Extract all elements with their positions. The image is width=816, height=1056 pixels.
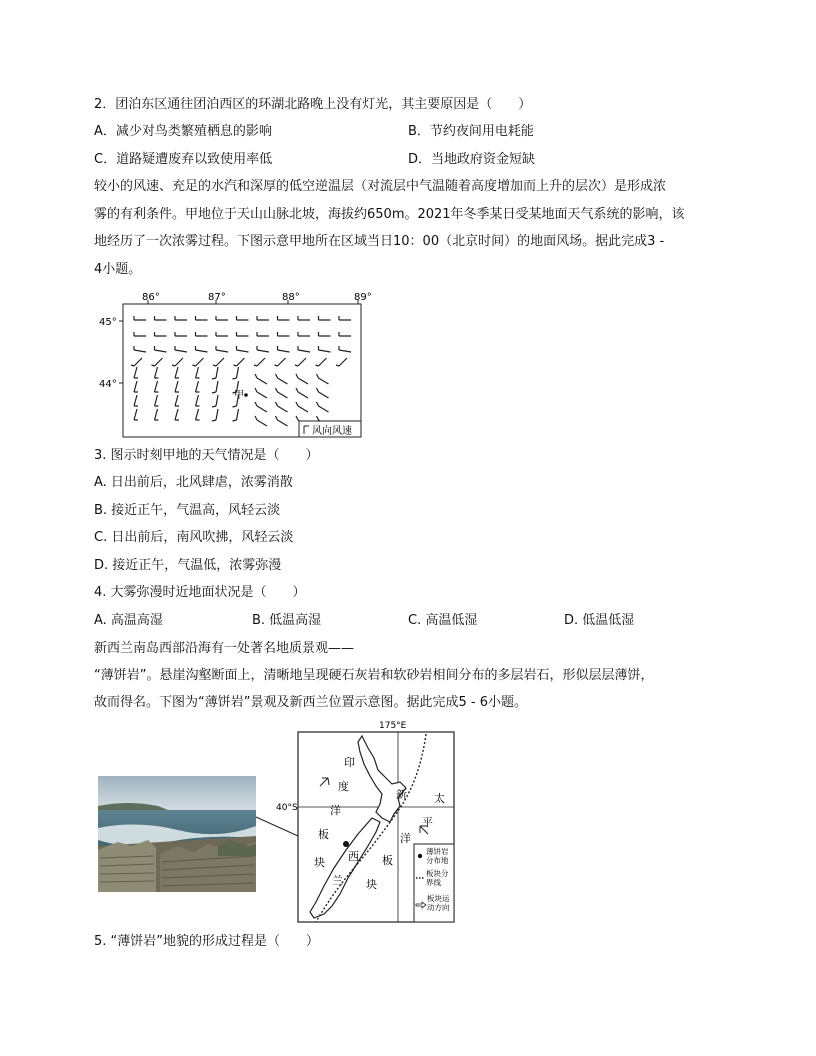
lat-label: 44° — [99, 379, 117, 390]
q5-stem: 5. “薄饼岩”地貌的形成过程是（ ） — [94, 934, 320, 949]
wind-barb — [278, 316, 290, 320]
wind-barb — [134, 346, 146, 352]
wind-barb — [175, 395, 179, 406]
q2-option-c: C．道路疑遭废弃以致使用率低 — [94, 152, 273, 167]
wind-barb — [152, 358, 163, 366]
wind-barb — [131, 358, 142, 366]
passage2-line: “薄饼岩”。悬崖沟壑断面上，清晰地呈现硬石灰岩和软砂岩相间分布的多层岩石，形似层层薄饼， — [94, 668, 654, 683]
wind-barb — [257, 332, 269, 336]
wind-legend-text: 风向风速 — [312, 426, 352, 437]
q2-option-b: B．节约夜间用电耗能 — [408, 124, 534, 139]
wind-barb — [212, 409, 218, 421]
lat-label: 45° — [99, 317, 117, 328]
pacific-plate-char: 平 — [422, 816, 433, 829]
wind-barb — [298, 316, 310, 320]
wind-barb — [255, 374, 267, 384]
wind-barb — [216, 332, 228, 336]
wind-barb — [134, 332, 146, 336]
indian-plate-arrow — [320, 778, 329, 786]
lon-label: 87° — [208, 292, 226, 303]
indian-plate-char: 块 — [314, 856, 325, 869]
wind-barb — [155, 346, 167, 352]
legend-dot-label: 分布地 — [426, 856, 449, 865]
wind-barb — [317, 402, 329, 412]
wind-barb — [295, 358, 306, 366]
indian-plate-char: 板 — [318, 828, 329, 841]
pancake-rocks-photo — [98, 776, 256, 892]
passage2-line: 新西兰南岛西部沿海有一处著名地质景观—— — [94, 641, 355, 656]
wind-barb — [233, 367, 239, 379]
wind-barb — [175, 381, 179, 392]
wind-barb — [298, 332, 310, 336]
photo-pointer-line — [256, 817, 298, 836]
wind-barb — [233, 409, 239, 421]
wind-barb — [255, 388, 267, 398]
q3-option-a: A. 日出前后，北风肆虐，浓雾消散 — [94, 475, 293, 490]
wind-barb — [196, 332, 208, 336]
indian-plate-char: 度 — [338, 780, 349, 793]
q4-option-c: C. 高温低湿 — [408, 613, 478, 628]
pacific-plate-char: 洋 — [400, 832, 411, 845]
wind-barb — [276, 402, 288, 412]
wind-barb — [317, 388, 329, 398]
indian-plate-char: 印 — [344, 756, 355, 769]
island-char: 西 — [348, 850, 359, 863]
passage1-line: 地经历了一次浓雾过程。下图示意甲地所在区域当日10：00（北京时间）的地面风场。据此完成3 - — [94, 234, 665, 249]
wind-barb — [172, 358, 183, 366]
wind-barb — [134, 409, 138, 420]
wind-barb — [234, 358, 245, 366]
wind-barb — [298, 346, 310, 352]
lon-label: 86° — [142, 292, 160, 303]
wind-barb — [276, 388, 288, 398]
wind-barb — [155, 316, 167, 320]
wind-barb — [336, 358, 347, 366]
passage2-line: 故而得名。下图为“薄饼岩”景观及新西兰位置示意图。据此完成5 - 6小题。 — [94, 695, 527, 710]
wind-barb — [175, 367, 179, 378]
wind-barb — [134, 367, 138, 378]
passage1-line: 雾的有利条件。甲地位于天山山脉北坡，海拔约650m。2021年冬季某日受某地面天气系统的影响，该 — [94, 207, 685, 222]
wind-barb — [175, 409, 179, 420]
wind-field-map — [96, 286, 386, 442]
wind-barb — [276, 416, 288, 426]
wind-barb — [319, 332, 331, 336]
wind-barb — [196, 316, 208, 320]
q4-option-a: A. 高温高湿 — [94, 613, 163, 628]
new-zealand-map — [250, 718, 460, 928]
q3-option-c: C. 日出前后，南风吹拂，风轻云淡 — [94, 530, 294, 545]
wind-barb — [237, 346, 249, 352]
lon-label: 89° — [354, 292, 372, 303]
pancake-rocks-location — [343, 841, 349, 847]
legend-dot-label: 薄饼岩 — [426, 847, 449, 856]
q2-option-a: A．减少对鸟类繁殖栖息的影响 — [94, 124, 272, 139]
q4-option-b: B. 低温高湿 — [252, 613, 322, 628]
q3-option-b: B. 接近正午，气温高，风轻云淡 — [94, 503, 281, 518]
island-char: 兰 — [332, 874, 343, 887]
q3-option-d: D. 接近正午，气温低，浓雾弥漫 — [94, 558, 282, 573]
nz-map-legend — [414, 844, 454, 922]
pacific-plate-char: 太 — [434, 792, 445, 805]
wind-barb — [155, 367, 159, 378]
wind-barb — [275, 358, 286, 366]
wind-barb — [193, 358, 204, 366]
point-jia-marker — [244, 393, 248, 397]
wind-barb — [237, 332, 249, 336]
wind-barb — [175, 346, 187, 352]
wind-barb — [155, 409, 159, 420]
wind-barb — [175, 316, 187, 320]
wind-barb — [212, 381, 218, 393]
q2-stem: 2．团泊东区通往团泊西区的环湖北路晚上没有灯光，其主要原因是（ ） — [94, 97, 532, 112]
wind-barb — [339, 316, 351, 320]
wind-barb — [155, 381, 159, 392]
legend-line-label: 板块分 — [426, 869, 449, 878]
wind-barb — [175, 332, 187, 336]
wind-barb — [134, 316, 146, 320]
wind-barb — [255, 416, 267, 426]
wind-barb — [255, 402, 267, 412]
wind-barb — [155, 395, 159, 406]
wind-barb — [196, 367, 200, 378]
legend-arrow-label: 板块运 — [427, 894, 450, 903]
wind-barb — [196, 381, 200, 392]
passage1-line: 4小题。 — [94, 262, 142, 277]
wind-barb — [317, 374, 329, 384]
pacific-plate-char: 块 — [366, 878, 377, 891]
wind-barb — [134, 395, 138, 406]
wind-barb — [276, 374, 288, 384]
pacific-plate-char: 板 — [382, 854, 393, 867]
wind-barb — [339, 346, 351, 352]
wind-barbs — [131, 316, 351, 426]
wind-barb — [257, 316, 269, 320]
indian-plate-char: 洋 — [330, 804, 341, 817]
lon-label: 88° — [282, 292, 300, 303]
wind-barb — [257, 346, 269, 352]
wind-barb — [296, 402, 308, 412]
wind-barb — [216, 346, 228, 352]
wind-barb — [212, 367, 218, 379]
wind-barb — [237, 316, 249, 320]
wind-barb — [196, 409, 200, 420]
wind-barb — [212, 395, 218, 407]
wind-barb — [296, 374, 308, 384]
wind-barb — [319, 316, 331, 320]
wind-barb — [155, 332, 167, 336]
wind-barb — [196, 395, 200, 406]
wind-barb — [339, 332, 351, 336]
q3-stem: 3. 图示时刻甲地的天气情况是（ ） — [94, 448, 319, 463]
q4-option-d: D. 低温低湿 — [564, 613, 635, 628]
island-char: 新 — [396, 788, 407, 801]
wind-barb — [254, 358, 265, 366]
q4-stem: 4. 大雾弥漫时近地面状况是（ ） — [94, 585, 306, 600]
wind-barb — [296, 388, 308, 398]
wind-barb — [196, 346, 208, 352]
point-jia-label: 甲 — [234, 390, 244, 401]
wind-barb — [278, 332, 290, 336]
legend-dot-symbol — [418, 854, 422, 858]
q2-option-d: D．当地政府资金短缺 — [408, 152, 536, 167]
passage1-line: 较小的风速、充足的水汽和深厚的低空逆温层（对流层中气温随着高度增加而上升的层次）是形成浓 — [94, 179, 667, 194]
legend-arrow-label: 动方向 — [427, 903, 450, 912]
wind-barb — [319, 346, 331, 352]
legend-line-label: 界线 — [426, 878, 441, 887]
lat-label: 40°S — [276, 803, 298, 813]
wind-barb — [216, 316, 228, 320]
wind-barb — [278, 346, 290, 352]
wind-barb — [213, 358, 224, 366]
wind-barb — [316, 358, 327, 366]
map-frame — [123, 304, 361, 437]
lon-label: 175°E — [379, 721, 407, 731]
wind-barb — [134, 381, 138, 392]
